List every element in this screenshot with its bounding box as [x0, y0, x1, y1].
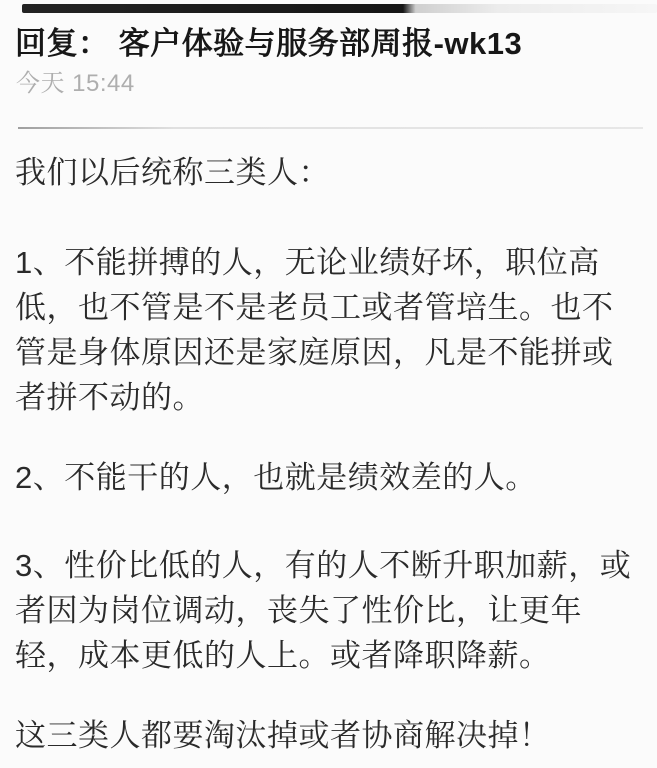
text-line: 这三类人都要淘汰掉或者协商解决掉！: [15, 718, 551, 753]
text-line: 轻，成本更低的人上。或者降职降薪。: [15, 638, 551, 673]
text-line: 管是身体原因还是家庭原因，凡是不能拼或: [15, 335, 614, 370]
text-line: 3、性价比低的人，有的人不断升职加薪，或: [15, 548, 632, 583]
paragraph-intro: [15, 150, 645, 195]
cropped-top-bar: [22, 4, 657, 13]
header-divider: [18, 127, 643, 129]
message-body: [15, 150, 645, 758]
text-line: 我们以后统称三类人：: [15, 155, 330, 190]
text-line: 者因为岗位调动，丧失了性价比，让更年: [15, 593, 582, 628]
paragraph-closing: [15, 713, 645, 758]
text-line: 低，也不管是不是老员工或者管培生。也不: [15, 290, 614, 325]
text-line: 1、不能拼搏的人，无论业绩好坏，职位高: [15, 245, 600, 280]
paragraph-1: [15, 240, 645, 420]
text-line: 者拼不动的。: [15, 380, 204, 415]
message-subject-title: 回复： 客户体验与服务部周报-wk13: [15, 26, 523, 61]
paragraph-3: [15, 543, 645, 678]
message-timestamp: 今天 15:44: [16, 70, 135, 97]
paragraph-2: [15, 455, 645, 500]
text-line: 2、不能干的人，也就是绩效差的人。: [15, 460, 537, 495]
